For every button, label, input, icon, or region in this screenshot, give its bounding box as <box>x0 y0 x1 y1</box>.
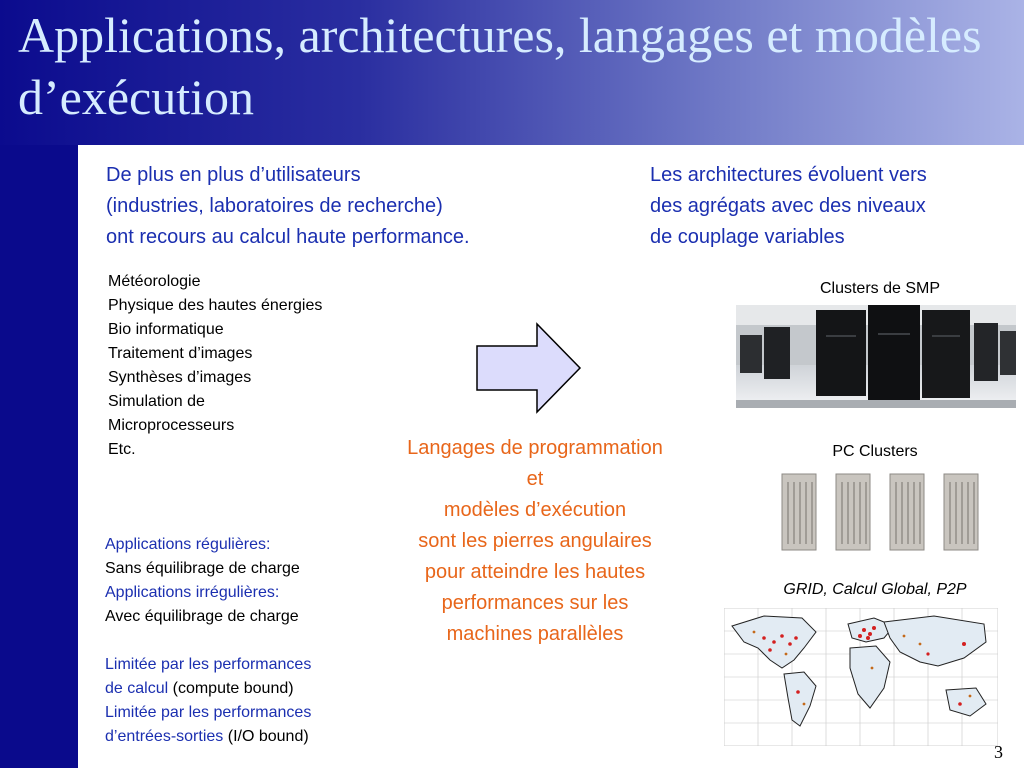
statement-line: modèles d’exécution <box>443 499 627 521</box>
statement-line: Langages de programmation <box>407 437 663 459</box>
intro-users-line: De plus en plus d’utilisateurs <box>106 164 361 186</box>
intro-architectures-line: Les architectures évoluent vers <box>650 164 927 186</box>
statement-line: performances sur les <box>441 592 629 614</box>
compute-bound-line: Limitée par les performances <box>105 656 312 673</box>
intro-architectures-line: des agrégats avec des niveaux <box>650 195 926 217</box>
compute-bound-line <box>105 677 405 701</box>
statement-line: machines parallèles <box>446 623 624 645</box>
smp-clusters-caption: Clusters de SMP <box>819 280 941 297</box>
irregular-apps-label: Applications irrégulières: <box>105 584 280 601</box>
statement-line: pour atteindre les hautes <box>424 561 646 583</box>
statement-line: et <box>526 468 544 490</box>
slide-title: Applications, architectures, langages et modèles d’exécution <box>18 7 982 125</box>
list-item: Simulation de <box>108 393 205 410</box>
grid-computing-caption: GRID, Calcul Global, P2P <box>783 581 967 598</box>
right-arrow-icon <box>475 322 585 414</box>
pc-cluster-photo <box>780 472 980 552</box>
statement-line: sont les pierres angulaires <box>418 530 652 552</box>
io-bound-label: d’entrées-sorties <box>105 728 224 745</box>
list-item: Synthèses d’images <box>108 369 252 386</box>
intro-architectures-line: de couplage variables <box>650 226 845 248</box>
list-item: Physique des hautes énergies <box>108 297 323 314</box>
list-item: Bio informatique <box>108 321 224 338</box>
regular-apps-label: Applications régulières: <box>105 536 271 553</box>
list-item: Etc. <box>108 441 136 458</box>
irregular-apps-desc: Avec équilibrage de charge <box>105 608 299 625</box>
spacer <box>105 629 405 653</box>
list-item: Météorologie <box>108 273 201 290</box>
smp-cluster-photo <box>736 305 1016 408</box>
intro-users-line: ont recours au calcul haute performance. <box>106 226 470 248</box>
list-item: Traitement d’images <box>108 345 253 362</box>
page-number: 3 <box>994 742 1003 762</box>
list-item: Microprocesseurs <box>108 417 235 434</box>
compute-bound-paren: (compute bound) <box>172 680 294 697</box>
io-bound-line: Limitée par les performances <box>105 704 312 721</box>
intro-architectures <box>650 160 1020 253</box>
languages-statement <box>360 433 710 650</box>
application-types-notes <box>105 533 405 749</box>
title-band <box>0 0 1024 145</box>
io-bound-line <box>105 725 405 749</box>
pc-clusters-caption: PC Clusters <box>832 443 918 460</box>
application-list <box>108 270 322 462</box>
world-grid-map <box>724 608 998 746</box>
intro-users <box>106 160 606 253</box>
io-bound-paren: (I/O bound) <box>227 728 309 745</box>
compute-bound-label: de calcul <box>105 680 169 697</box>
intro-users-line: (industries, laboratoires de recherche) <box>106 195 443 217</box>
regular-apps-desc: Sans équilibrage de charge <box>105 560 300 577</box>
